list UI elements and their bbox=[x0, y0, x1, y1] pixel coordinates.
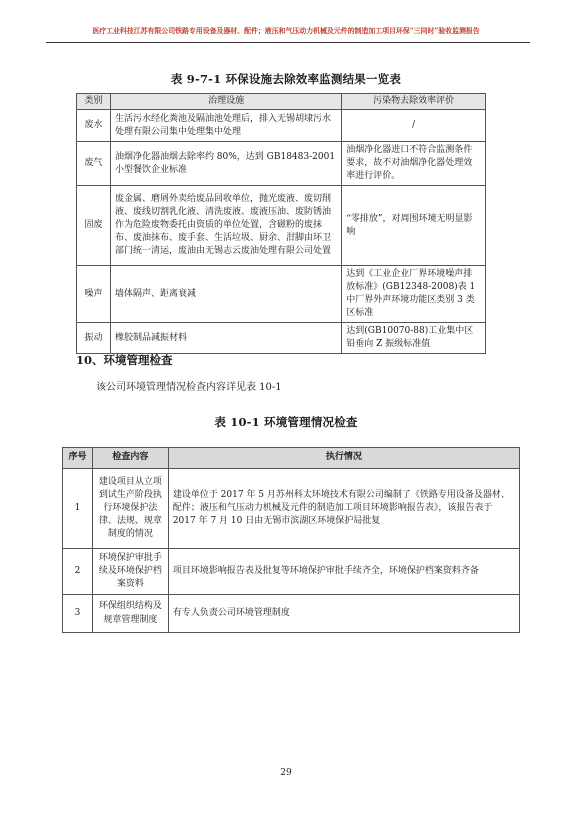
table-row bbox=[77, 186, 486, 266]
table1-caption: 表 9-7-1 环保设施去除效率监测结果一览表 bbox=[170, 72, 402, 86]
category-cell: 振动 bbox=[77, 323, 111, 354]
facility-cell: 废金属、磨屑外卖给废品回收单位，抛光废液、废切削液、废线切割乳化液、清洗废液、废液压油、废防锈油作为危险废物委托由资质的单位处置，含磁粉的废抹布、废油抹布、废手套、生活垃圾、厨余、泔脚由环卫部门统一清运，废油由无锡志云废油处理有限公司处置 bbox=[110, 186, 341, 266]
table-row bbox=[63, 549, 520, 595]
status-cell: 项目环境影响报告表及批复等环境保护审批手续齐全，环境保护档案资料齐备 bbox=[168, 549, 519, 595]
category-cell: 固废 bbox=[77, 186, 111, 266]
evaluation-cell: / bbox=[342, 110, 486, 142]
column-header: 污染物去除效率评价 bbox=[342, 94, 486, 110]
status-cell: 有专人负责公司环境管理制度 bbox=[168, 595, 519, 633]
header-rule bbox=[46, 42, 530, 43]
status-cell: 建设单位于 2017 年 5 月苏州科太环境技术有限公司编制了《铁路专用设备及器材、配件；液压和气压动力机械及元件的制造加工项目环境影响报告表》，该报告表于 2017 年 7 月 10 日由无锡市滨湖区环境保护局批复 bbox=[168, 469, 519, 549]
column-header: 检查内容 bbox=[92, 448, 168, 469]
evaluation-cell: 达到《工业企业厂界环境噪声排放标准》(GB12348-2008)表 1 中厂界外声环境功能区类别 3 类区标准 bbox=[342, 266, 486, 323]
serial-cell: 3 bbox=[63, 595, 93, 633]
facility-cell: 生活污水经化粪池及隔油池处理后，排入无锡胡埭污水处理有限公司集中处理集中处理 bbox=[110, 110, 341, 142]
table-row bbox=[63, 469, 520, 549]
table-row bbox=[77, 266, 486, 323]
management-table bbox=[62, 447, 520, 633]
column-header: 序号 bbox=[63, 448, 93, 469]
column-header: 治理设施 bbox=[110, 94, 341, 110]
check-item-cell: 环保组织结构及规章管理制度 bbox=[92, 595, 168, 633]
table-header-row bbox=[63, 448, 520, 469]
table-row bbox=[63, 595, 520, 633]
table-header-row bbox=[77, 94, 486, 110]
efficiency-table bbox=[76, 93, 486, 354]
evaluation-cell: 油烟净化器进口不符合监测条件要求，故不对油烟净化器处理效率进行评价。 bbox=[342, 142, 486, 186]
section-intro: 该公司环境管理情况检查内容详见表 10-1 bbox=[96, 382, 282, 393]
evaluation-cell: 达到(GB10070-88)工业集中区铅垂向 Z 振级标准值 bbox=[342, 323, 486, 354]
table-row bbox=[77, 323, 486, 354]
serial-cell: 1 bbox=[63, 469, 93, 549]
column-header: 类别 bbox=[77, 94, 111, 110]
table2-caption: 表 10-1 环境管理情况检查 bbox=[214, 415, 358, 429]
facility-cell: 墙体隔声、距离衰减 bbox=[110, 266, 341, 323]
table-row bbox=[77, 142, 486, 186]
category-cell: 噪声 bbox=[77, 266, 111, 323]
facility-cell: 橡胶制品减振材料 bbox=[110, 323, 341, 354]
report-header: 医疗工业科技江苏有限公司铁路专用设备及器材、配件；液压和气压动力机械及元件的制造加工项目环保“三同时”验收监测报告 bbox=[92, 26, 480, 35]
table-row bbox=[77, 110, 486, 142]
category-cell: 废水 bbox=[77, 110, 111, 142]
evaluation-cell: “零排放”，对周围环境无明显影响 bbox=[342, 186, 486, 266]
check-item-cell: 环境保护审批手续及环境保护档案资料 bbox=[92, 549, 168, 595]
section-title: 10、环境管理检查 bbox=[76, 353, 173, 367]
serial-cell: 2 bbox=[63, 549, 93, 595]
facility-cell: 油烟净化器油烟去除率约 80%，达到 GB18483-2001 小型餐饮企业标准 bbox=[110, 142, 341, 186]
category-cell: 废气 bbox=[77, 142, 111, 186]
page-number: 29 bbox=[280, 768, 292, 778]
column-header: 执行情况 bbox=[168, 448, 519, 469]
check-item-cell: 建设项目从立项到试生产阶段执行环境保护法律、法规、规章制度的情况 bbox=[92, 469, 168, 549]
